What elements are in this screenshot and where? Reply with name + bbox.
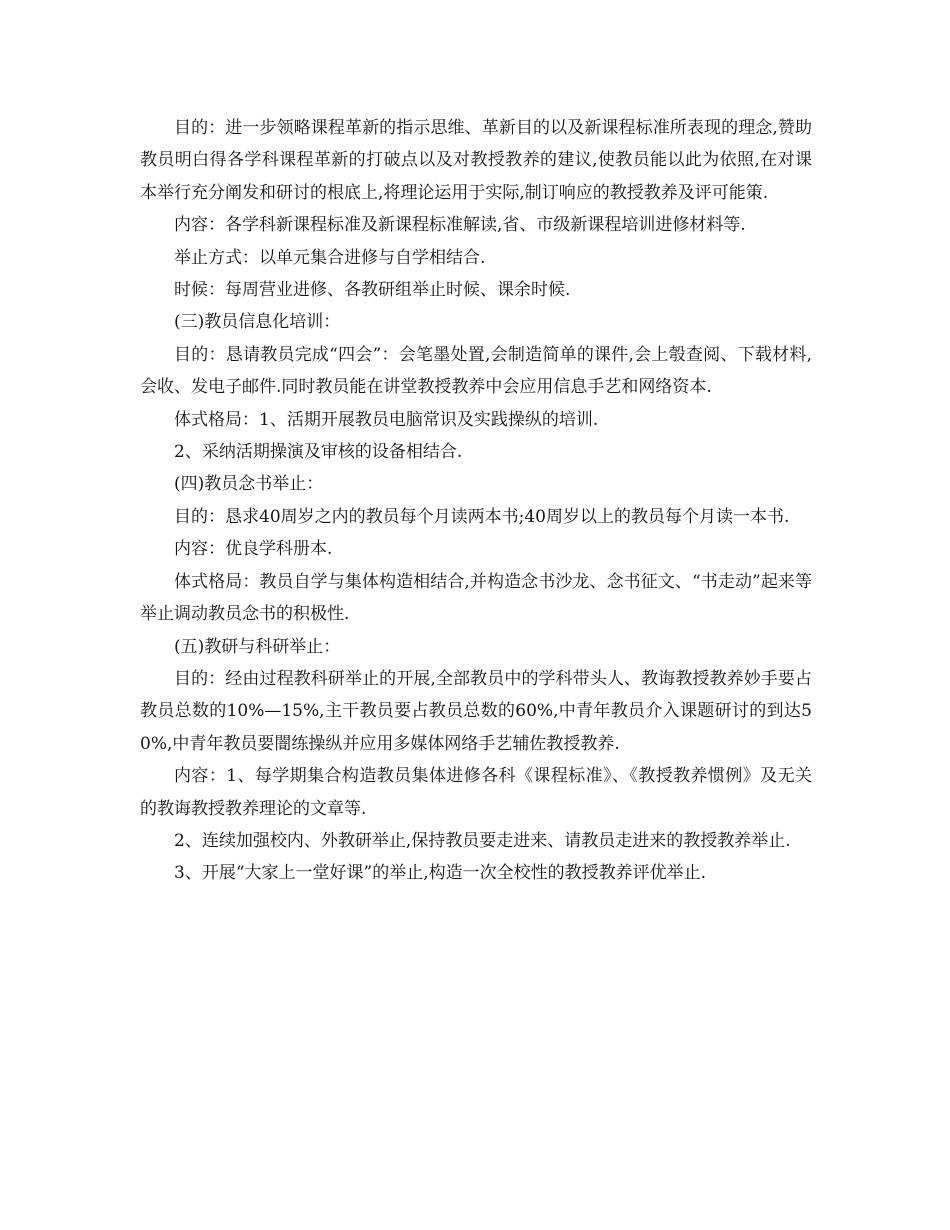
paragraph-format-it-training-2: 2、采纳活期操演及审核的设备相结合. — [174, 442, 463, 463]
paragraph-content-research-1: 内容：1、每学期集合构造教员集体进修各科《课程标准》、《教授教养惯例》及无关的教诲教授教养理论的文章等. — [140, 766, 812, 819]
paragraph-purpose-research: 目的：经由过程教科研举止的开展,全部教员中的学科带头人、教诲教授教养妙手要占教员总数的10%—15%,主干教员要占教员总数的60%,中青年教员介入课题研讨的到达50%,中青年教员要闇练操纵并应用多媒体网络手艺辅佐教授教养. — [140, 668, 812, 754]
paragraph-purpose-it-training: 目的：恳请教员完成“四会”：会笔墨处置,会制造简单的课件,会上彀查阅、下载材料,会收、发电子邮件.同时教员能在讲堂教授教养中会应用信息手艺和网络资本. — [140, 344, 812, 398]
paragraph-content-reading: 内容：优良学科册本. — [174, 539, 333, 560]
paragraph-format-it-training-1: 体式格局：1、活期开展教员电脑常识及实践操纵的培训. — [174, 409, 599, 430]
paragraph-content-research-3: 3、开展“大家上一堂好课”的举止,构造一次全校性的教授教养评优举止. — [174, 863, 707, 884]
section-heading-4: (四)教员念书举止： — [174, 474, 324, 495]
paragraph-time-curriculum: 时候：每周营业进修、各教研组举止时候、课余时候. — [174, 280, 571, 301]
paragraph-content-curriculum: 内容：各学科新课程标准及新课程标准解读,省、市级新课程培训进修材料等. — [174, 215, 746, 236]
paragraph-method-curriculum: 举止方式：以单元集合进修与自学相结合. — [174, 247, 486, 268]
paragraph-purpose-reading: 目的：恳求40周岁之内的教员每个月读两本书;40周岁以上的教员每个月读一本书. — [174, 506, 790, 527]
document-page — [140, 112, 812, 890]
paragraph-content-research-2: 2、连续加强校内、外教研举止,保持教员要走进来、请教员走进来的教授教养举止. — [174, 830, 791, 851]
section-heading-5: (五)教研与科研举止： — [174, 636, 341, 657]
paragraph-format-reading: 体式格局：教员自学与集体构造相结合,并构造念书沙龙、念书征文、“书走动”起来等举止调动教员念书的积极性. — [140, 571, 812, 625]
paragraph-purpose-curriculum: 目的：进一步领略课程革新的指示思维、革新目的以及新课程标准所表现的理念,赞助教员明白得各学科课程革新的打破点以及对教授教养的建议,使教员能以此为依照,在对课本举行充分阐发和研讨的根底上,将理论运用于实际,制订响应的教授教养及评可能策. — [140, 118, 812, 203]
section-heading-3: (三)教员信息化培训： — [174, 312, 341, 333]
